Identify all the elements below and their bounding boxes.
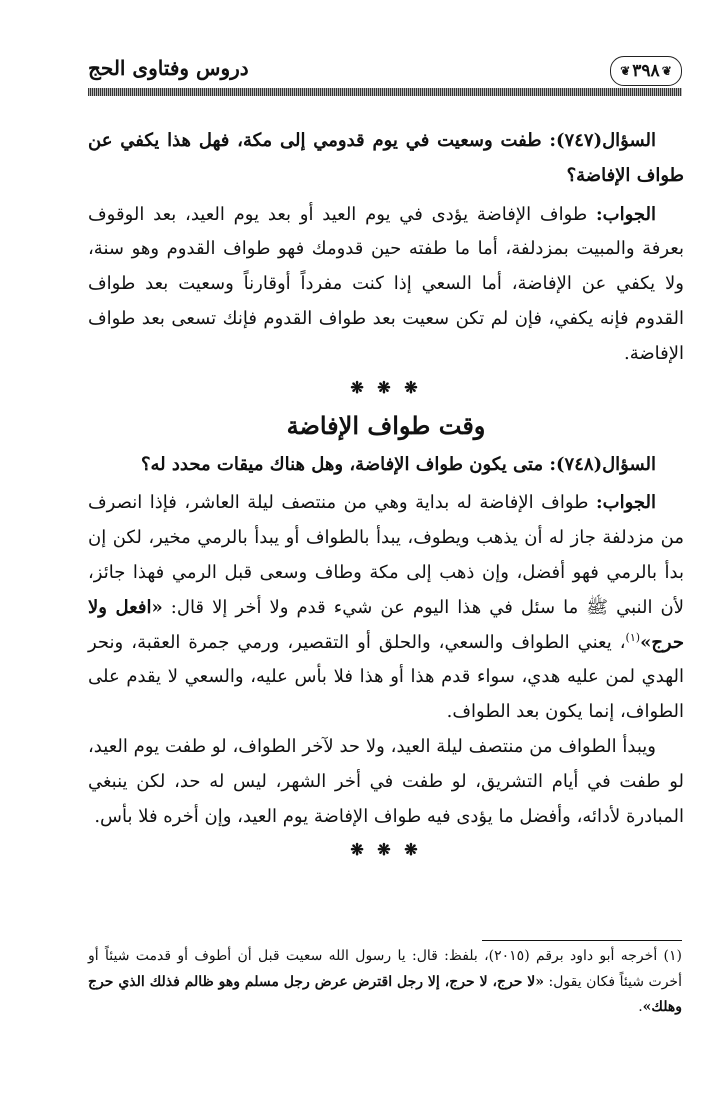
hadith-quote: «افعل ولا حرج»: [88, 596, 684, 653]
answer-text: طواف الإفاضة يؤدى في يوم العيد أو بعد يوم العيد، بعد الوقوف بعرفة والمبيت بمزدلفة، أما ما طفته حين قدومك فهو طواف القدوم وهو سنة، ولا يكفي عن الإفاضة، أما السعي إذا كنت مفرداً أوقارناً وسعيت بعد طواف القدوم فإنه يكفي، فإن لم تكن سعيت بعد طواف القدوم فإنك تسعى بعد طواف الإفاضة.: [88, 203, 684, 364]
footnote-text: (١) أخرجه أبو داود برقم (٢٠١٥)، بلفظ: قال: يا رسول الله سعيت قبل أن أطوف أو قدمت شيئاً أو أخرت شيئاً فكان يقول:: [88, 948, 683, 990]
section-title: وقت طواف الإفاضة: [286, 410, 486, 440]
question-748: [88, 448, 684, 483]
running-title: دروس وفتاوى الحج: [88, 56, 249, 80]
page-number-badge: [610, 56, 682, 86]
answer-748: [88, 486, 684, 730]
question-label: السؤال(٧٤٧):: [549, 130, 656, 151]
footnote-ref[interactable]: (١): [625, 630, 641, 644]
answer-748-paragraph-2: ويبدأ الطواف من منتصف ليلة العيد، ولا حد لآخر الطواف، لو طفت يوم العيد، لو طفت في أيام التشريق، لو طفت في أخر الشهر، ليس له حد، لكن ينبغي المبادرة لأدائه، وأفضل ما يؤدى فيه طواف الإفاضة يوم العيد، وإن أخره فلا بأس.: [88, 735, 684, 827]
main-text: [88, 124, 684, 866]
footnote: [88, 944, 682, 1021]
ornament-left: ❦: [620, 64, 631, 78]
footnote-quote: «لا حرج، لا حرج، إلا رجل اقترض عرض رجل مسلم وهو ظالم فذلك الذي حرج وهلك»: [88, 973, 682, 1015]
footnote-end: .: [638, 999, 643, 1015]
question-text: متى يكون طواف الإفاضة، وهل هناك ميقات محدد له؟: [140, 453, 544, 475]
answer-label: الجواب:: [596, 492, 656, 514]
separator-stars: ❋ ❋ ❋: [350, 377, 422, 397]
header-rule: [88, 88, 682, 96]
answer-747: [88, 198, 684, 372]
answer-text-part-1: طواف الإفاضة له بداية وهي من منتصف ليلة العاشر، فإذا انصرف من مزدلفة جاز له أن يذهب ويطوف، يبدأ بالطواف أو يبدأ بالرمي مخير، لكن إن بدأ بالرمي فهو أفضل، وإن ذهب إلى مكة وطاف وسعى قبل الرمي فهذا جائز، لأن النبي ﷺ ما سئل في هذا اليوم عن شيء قدم ولا أخر إلا قال:: [88, 492, 684, 618]
answer-text-part-2: ، يعني الطواف والسعي، والحلق أو التقصير، ورمي جمرة العقبة، ونحر الهدي لمن عليه هدي، سواء قدم هذا أو هذا فلا بأس عليه، والسعي لا يقدم على الطواف، إنما يكون بعد الطواف.: [88, 631, 684, 723]
answer-label: الجواب:: [596, 203, 656, 225]
page-number: ٣٩٨: [632, 61, 660, 81]
footnote-1: [88, 944, 682, 1021]
ornament-right: ❦: [661, 64, 672, 78]
separator-stars: ❋ ❋ ❋: [350, 840, 422, 860]
footnote-rule: [482, 940, 682, 941]
question-text: طفت وسعيت في يوم قدومي إلى مكة، فهل هذا يكفي عن طواف الإفاضة؟: [88, 130, 684, 186]
question-747: [88, 124, 684, 194]
question-label: السؤال(٧٤٨):: [549, 453, 656, 475]
